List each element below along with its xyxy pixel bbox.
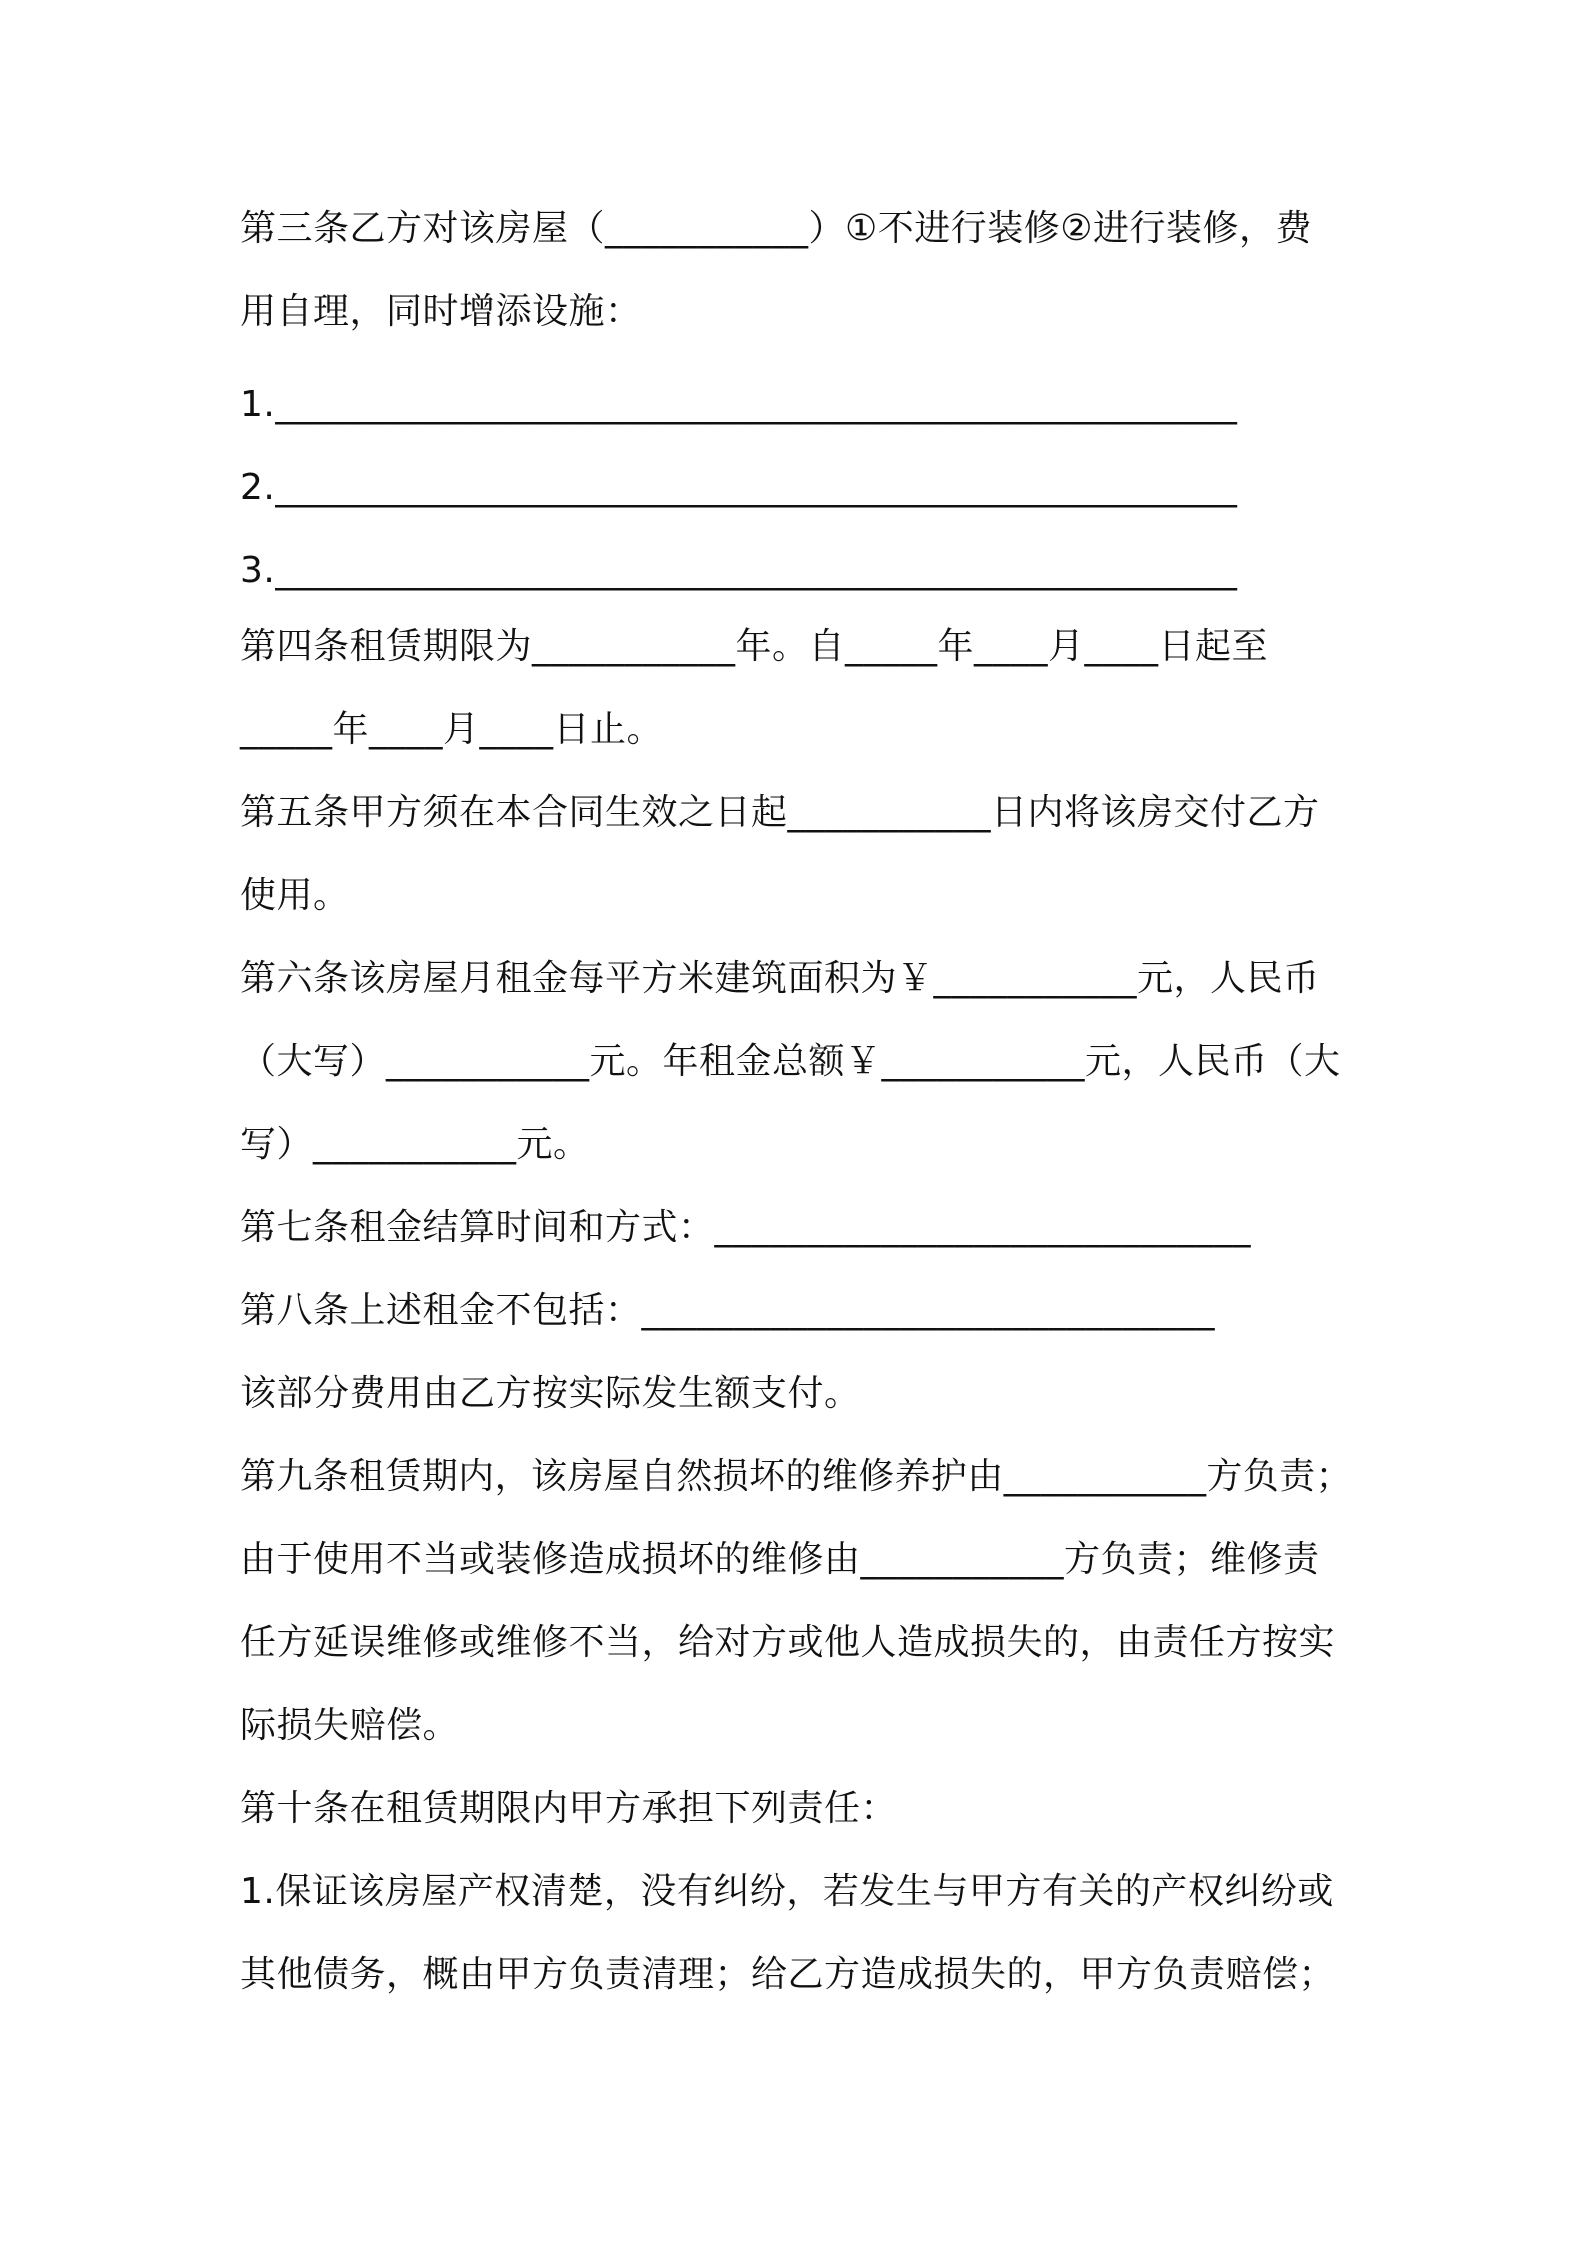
clause-9-line-1: 第九条租赁期内，该房屋自然损坏的维修养护由___________方负责； bbox=[240, 1456, 1353, 1497]
clause-9-line-4: 际损失赔偿。 bbox=[240, 1705, 460, 1746]
clause-6-line-2: （大写）___________元。年租金总额￥___________元，人民币（大 bbox=[240, 1041, 1341, 1082]
clause-10-item-1-line-1: 1.保证该房屋产权清楚，没有纠纷，若发生与甲方有关的产权纠纷或 bbox=[240, 1871, 1334, 1912]
clause-4-line-1: 第四条租赁期限为___________年。自_____年____月____日起至 bbox=[240, 626, 1269, 667]
clause-8-line-2: 该部分费用由乙方按实际发生额支付。 bbox=[240, 1373, 861, 1414]
clause-9-line-2: 由于使用不当或装修造成损坏的维修由___________方负责；维修责 bbox=[240, 1539, 1320, 1580]
facility-item-1: 1.____________________________________________________ bbox=[240, 384, 1238, 425]
clause-10-line-1: 第十条在租赁期限内甲方承担下列责任： bbox=[240, 1788, 898, 1829]
clause-7-line-1: 第七条租金结算时间和方式：_____________________________ bbox=[240, 1207, 1252, 1248]
clause-5-line-2: 使用。 bbox=[240, 875, 350, 916]
facility-item-2: 2.____________________________________________________ bbox=[240, 467, 1238, 508]
clause-6-line-3: 写）___________元。 bbox=[240, 1124, 590, 1165]
clause-6-line-1: 第六条该房屋月租金每平方米建筑面积为￥___________元，人民币 bbox=[240, 958, 1320, 999]
clause-3-line-1: 第三条乙方对该房屋（___________）①不进行装修②进行装修，费 bbox=[240, 208, 1313, 249]
clause-9-line-3: 任方延误维修或维修不当，给对方或他人造成损失的，由责任方按实 bbox=[240, 1622, 1336, 1663]
clause-3-line-2: 用自理，同时增添设施： bbox=[240, 291, 642, 332]
clause-10-item-1-line-2: 其他债务，概由甲方负责清理；给乙方造成损失的，甲方负责赔偿； bbox=[240, 1954, 1336, 1995]
clause-4-line-2: _____年____月____日止。 bbox=[240, 709, 664, 750]
facility-item-3: 3.____________________________________________________ bbox=[240, 550, 1238, 591]
clause-5-line-1: 第五条甲方须在本合同生效之日起___________日内将该房交付乙方 bbox=[240, 792, 1320, 833]
clause-8-line-1: 第八条上述租金不包括：_______________________________ bbox=[240, 1290, 1216, 1331]
